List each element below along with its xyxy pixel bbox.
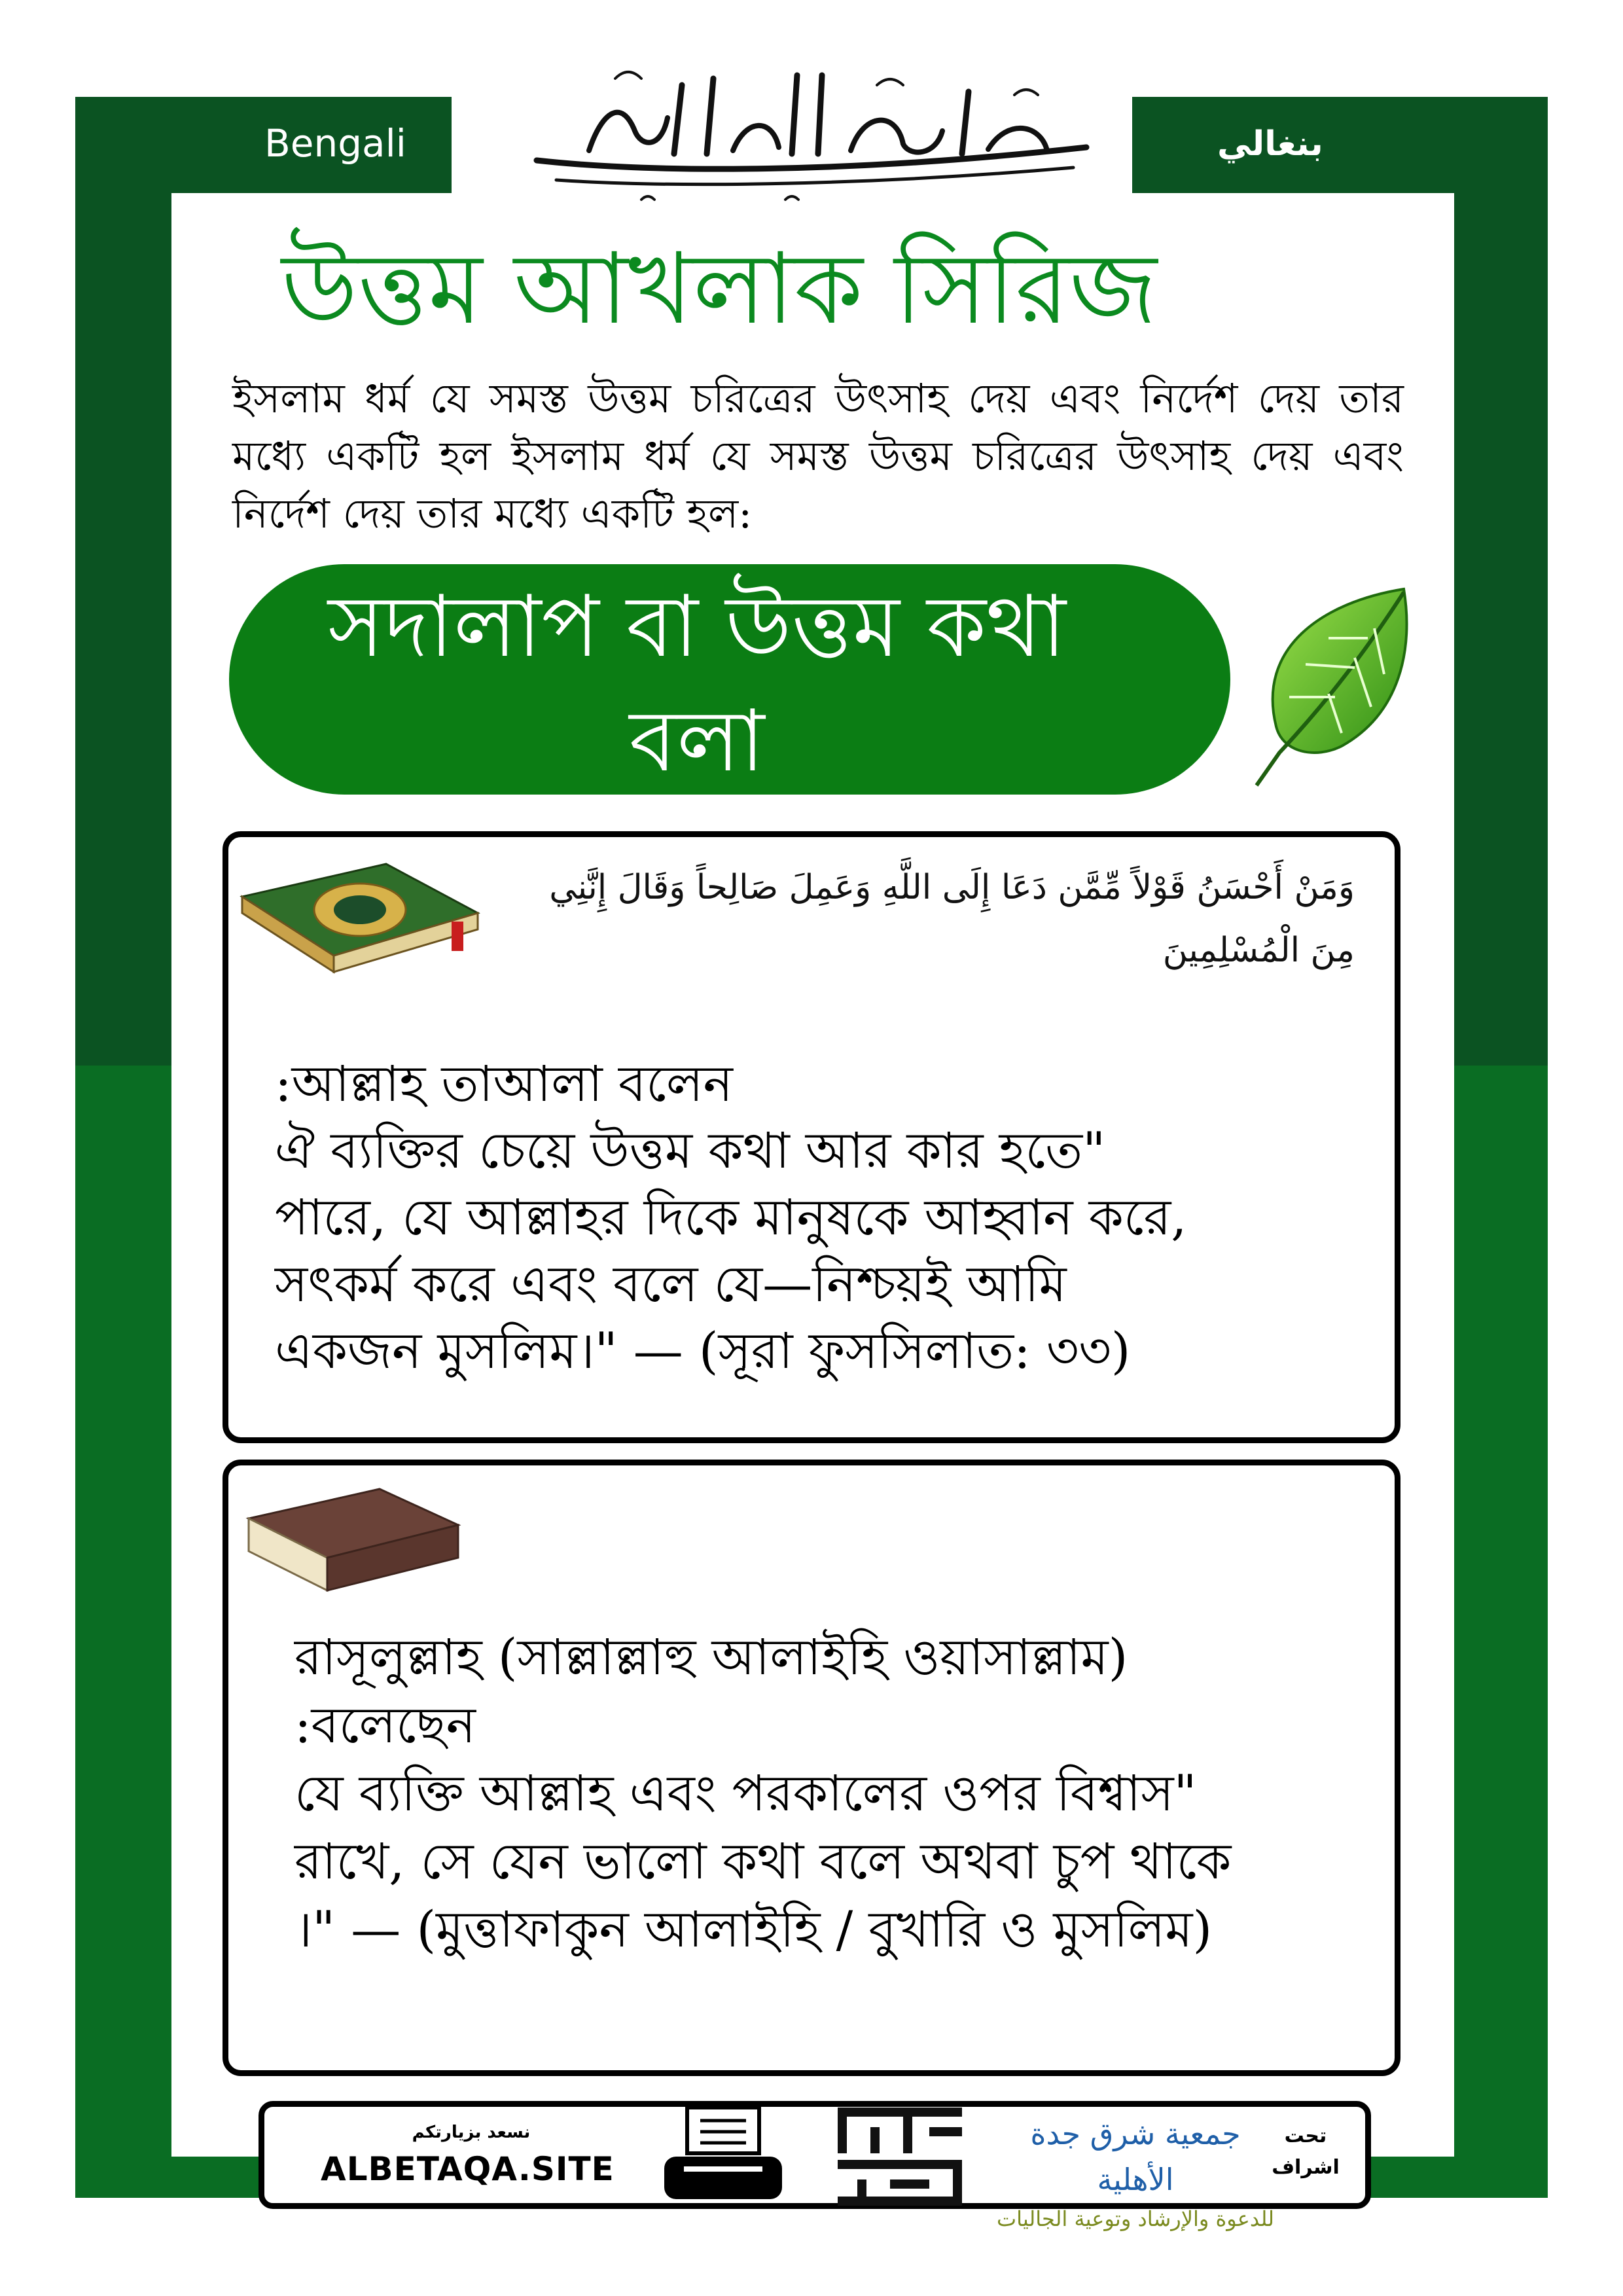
quran-line-3: পারে, যে আল্লাহর দিকে মানুষকে আহ্বান করে, <box>275 1188 1187 1246</box>
intro-paragraph: ইসলাম ধর্ম যে সমস্ত উত্তম চরিত্রের উৎসাহ দেয় এবং নির্দেশ দেয় তার মধ্যে একটি হল ইসলাম ধর্ম যে সমস্ত উত্তম চরিত্রের উৎসাহ দেয় এবং নির্দেশ দেয় তার মধ্যে একটি হল: <box>232 374 1404 537</box>
quran-arabic-verse <box>484 856 1355 982</box>
hadith-line-5: ।" — (মুত্তাফাকুন আলাইহি / বুখারি ও মুসলিম) <box>294 1900 1213 1958</box>
association-tagline: للدعوة والإرشاد وتوعية الجاليات <box>996 2206 1275 2231</box>
hadith-book-icon <box>242 1479 465 1604</box>
supervision-label-line-1: تحت <box>1284 2125 1327 2147</box>
website-link[interactable]: ALBETAQA.SITE <box>321 2150 615 2188</box>
footer-visit-text: نسعد بزيارتكم <box>412 2123 531 2142</box>
arabic-verse-line-1: وَمَنْ أَحْسَنُ قَوْلاً مِّمَّن دَعَا إِلَى اللَّهِ وَعَمِلَ صَالِحاً وَقَالَ إِنَّنِي <box>549 868 1355 907</box>
association-logo <box>995 2111 1276 2231</box>
quran-line-1: :আল্লাহ তাআলা বলেন <box>275 1054 733 1113</box>
language-label-right: بنغالي <box>1217 124 1323 164</box>
hadith-line-3: যে ব্যক্তি আল্লাহ এবং পরকালের ওপর বিশ্বাস" <box>294 1764 1197 1822</box>
supervision-label <box>1270 2121 1342 2183</box>
basmala-calligraphy <box>510 39 1113 209</box>
dawah-logo <box>831 2101 969 2212</box>
arabic-verse-line-2: مِنَ الْمُسْلِمِينَ <box>1162 931 1355 970</box>
association-name: جمعية شرق جدة الأهلية <box>1030 2116 1241 2197</box>
hadith-line-1: রাসূলুল্লাহ (সাল্লাল্লাহু আলাইহি ওয়াসাল্লাম) <box>294 1628 1128 1686</box>
leaf-icon <box>1243 576 1420 798</box>
quran-line-4: সৎকর্ম করে এবং বলে যে—নিশ্চয়ই আমি <box>275 1255 1067 1313</box>
hadith-line-2: :বলেছেন <box>294 1696 476 1754</box>
series-title: উত্তম আখলাক সিরিজ <box>281 232 1158 346</box>
printer-icon <box>658 2104 789 2202</box>
quran-line-2: ঐ ব্যক্তির চেয়ে উত্তম কথা আর কার হতে" <box>275 1121 1106 1179</box>
topic-title <box>249 569 1145 798</box>
supervision-label-line-2: اشراف <box>1272 2156 1340 2179</box>
hadith-line-4: রাখে, সে যেন ভালো কথা বলে অথবা চুপ থাকে <box>294 1832 1232 1890</box>
language-label-left: Bengali <box>264 121 406 166</box>
quran-book-icon <box>236 851 484 982</box>
hadith-text <box>294 1623 1381 1964</box>
quran-translation <box>275 1050 1374 1384</box>
topic-title-line-2: বলা <box>629 691 765 791</box>
topic-title-line-1: সদালাপ বা উত্তম কথা <box>328 577 1066 676</box>
quran-line-5: একজন মুসলিম।" — (সূরা ফুসসিলাত: ৩৩) <box>275 1321 1131 1380</box>
